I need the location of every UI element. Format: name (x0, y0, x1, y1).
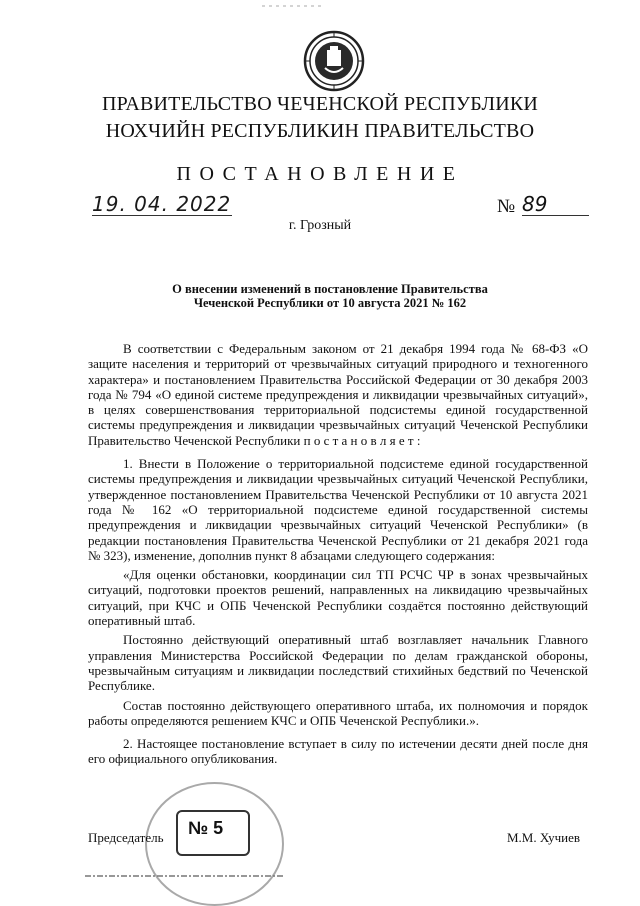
document-date: 19. 04. 2022 (92, 192, 232, 216)
document-type-title: ПОСТАНОВЛЕНИЕ (176, 163, 464, 185)
document-number-label: № (497, 196, 516, 217)
document-subject (120, 282, 540, 310)
signatory-title: Председатель (88, 830, 164, 845)
scan-artifact (262, 4, 322, 8)
signatory-name: М.М. Хучиев (507, 830, 581, 845)
body-paragraph-item-2: 2. Настоящее постановление вступает в силу по истечении десяти дней после дня его официального опубликования. (88, 736, 588, 767)
document-body (88, 341, 588, 771)
subject-line-2: Чеченской Республики от 10 августа 2021 № 162 (193, 296, 467, 310)
document-number: 89 (522, 193, 589, 216)
body-paragraph-item-1: 1. Внести в Положение о территориальной подсистеме единой государственной системы предупреждения и ликвидации чрезвычайных ситуаций Чеченской Республики, утвержденное постановлением Правительства Чеченской Республики от 10 августа 2021 года № 162 «О территориальной подсистеме единой государственной системы предупреждения и ликвидации чрезвычайных ситуаций Чеченской Республики» (в редакции постановления Правительства Чеченской Республики от 21 декабря 2021 года № 323), изменение, дополнив пункт 8 абзацами следующего содержания: (88, 456, 588, 563)
footer-print-line (85, 874, 285, 878)
government-name-russian: ПРАВИТЕЛЬСТВО ЧЕЧЕНСКОЙ РЕСПУБЛИКИ (101, 93, 539, 115)
body-paragraph-preamble: В соответствии с Федеральным законом от 21 декабря 1994 года № 68-ФЗ «О защите населения и территорий от чрезвычайных ситуаций природного и техногенного характера» и постановлением Правительства Российской Федерации от 30 декабря 2003 года № 794 «О единой системе предупреждения и ликвидации чрезвычайных ситуаций», в целях совершенствования территориальной подсистемы единой государственной системы предупреждения и ликвидации чрезвычайных ситуаций Чеченской Республики Правительство Чеченской Республики п о с т а н о в л я е т : (88, 341, 588, 448)
body-paragraph-quote-3: Состав постоянно действующего оперативного штаба, их полномочия и порядок работы определяются решением КЧС и ОПБ Чеченской Республики.». (88, 697, 588, 728)
body-paragraph-quote-1: «Для оценки обстановки, координации сил ТП РСЧС ЧР в зонах чрезвычайных ситуаций, подготовки проектов решений, направленных на ликвидацию чрезвычайных ситуаций, при КЧС и ОПБ Чеченской Республики создаётся постоянно действующий оперативный штаб. (88, 567, 588, 629)
document-city: г. Грозный (288, 218, 352, 233)
stamp-number: № 5 (188, 818, 224, 838)
body-paragraph-quote-2: Постоянно действующий оперативный штаб возглавляет начальник Главного управления Министерства Российской Федерации по делам гражданской обороны, чрезвычайным ситуациям и ликвидации последствий стихийных бедствий по Чеченской Республике. (88, 632, 588, 694)
subject-line-1: О внесении изменений в постановление Правительства (172, 282, 488, 296)
coat-of-arms-emblem-icon (303, 30, 365, 92)
government-name-chechen: НОХЧИЙН РЕСПУБЛИКИН ПРАВИТЕЛЬСТВО (105, 120, 535, 142)
